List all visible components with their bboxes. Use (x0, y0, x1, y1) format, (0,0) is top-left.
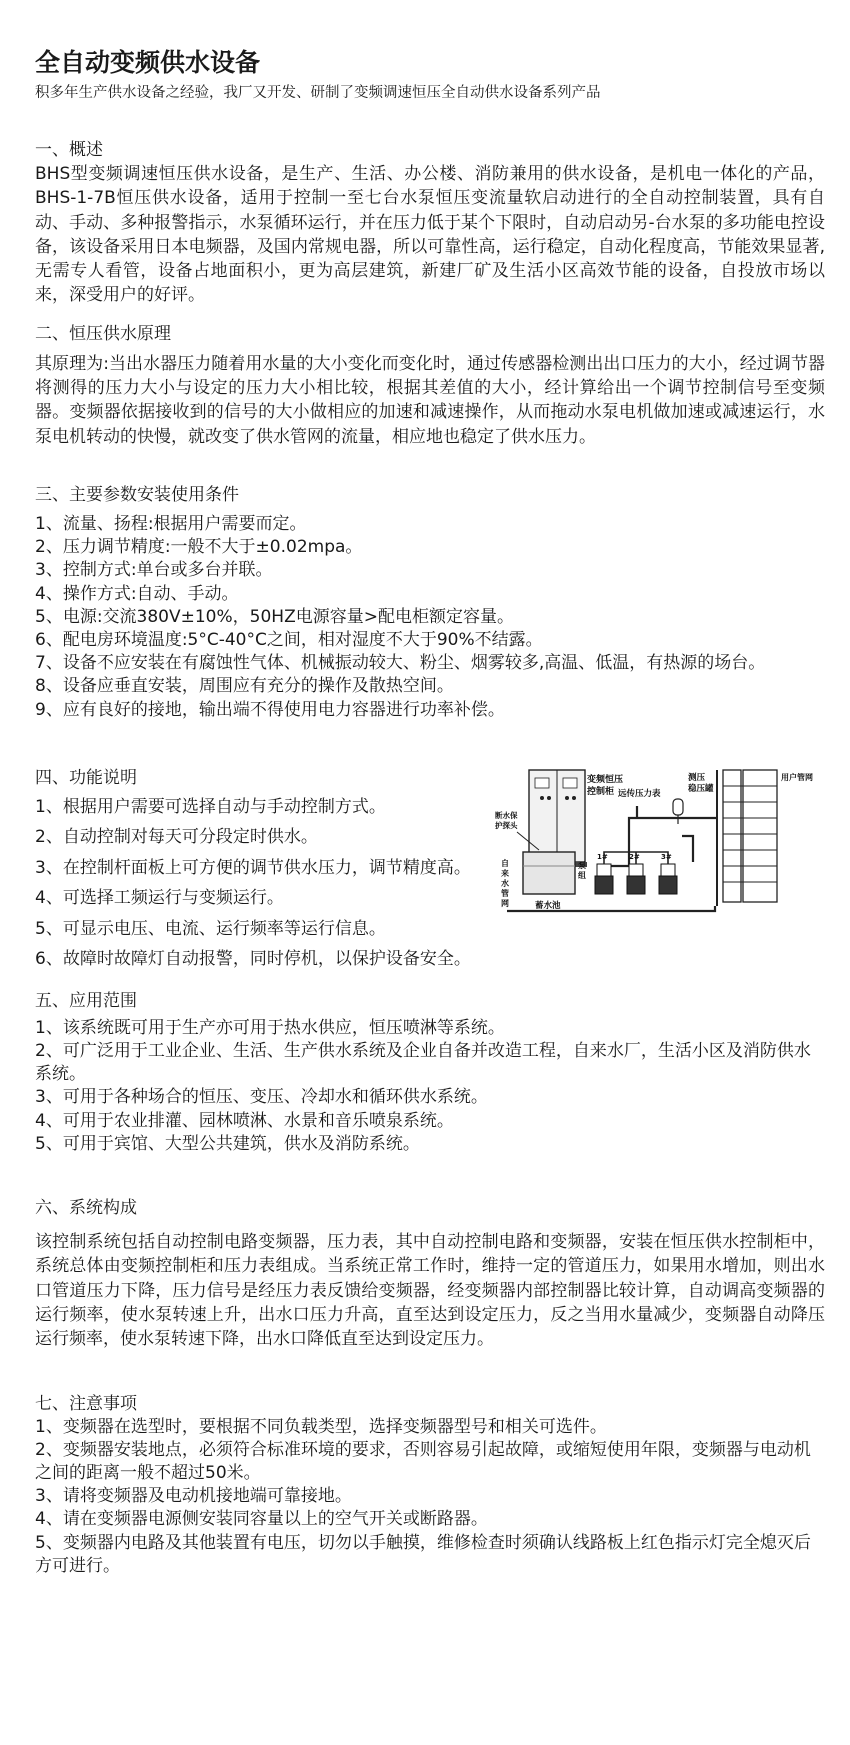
section-paragraph: 其原理为:当出水器压力随着用水量的大小变化而变化时，通过传感器检测出出口压力的大小，经过调节器将测得的压力大小与设定的压力大小相比较，根据其差值的大小，经计算给出一个调节控制信号至变频器。变频器依据接收到的信号的大小做相应的加速和减速操作，从而拖动水泵电机做加速或减速运行，水泵电机转动的快慢，就改变了供水管网的流量，相应地也稳定了供水压力。 (35, 353, 825, 447)
section-heading: 七、注意事项 (35, 1393, 137, 1414)
list-item: 9、应有良好的接地，输出端不得使用电力容器进行功率补偿。 (35, 699, 505, 720)
list-item: 2、自动控制对每天可分段定时供水。 (35, 827, 318, 848)
section-composition (35, 1196, 825, 1351)
section-heading: 二、恒压供水原理 (35, 323, 171, 344)
list-item: 2、压力调节精度:一般不大于±0.02mpa。 (35, 537, 363, 558)
list-item: 3、控制方式:单台或多台并联。 (35, 560, 273, 581)
section-heading: 五、应用范围 (35, 990, 137, 1011)
section-paragraph: BHS型变频调速恒压供水设备，是生产、生活、办公楼、消防兼用的供水设备，是机电一体化的产品，BHS-1-7B恒压供水设备，适用于控制一至七台水泵恒压变流量软启动进行的全自动控制装置，具有自动、手动、多种报警指示，水泵循环运行，并在压力低于某个下限时，自动启动另-台水泵的多功能电控设备，该设备采用日本电频器，及国内常规电器，所以可靠性高，运行稳定，自动化程度高，节能效果显著,无需专人看管，设备占地面积小，更为高层建筑，新建厂矿及生活小区高效节能的设备，自投放市场以来，深受用户的好评。 (35, 164, 825, 306)
list-item: 5、电源:交流380V±10%，50HZ电源容量>配电柜额定容量。 (35, 606, 514, 627)
inlet-label-4: 管 (501, 888, 509, 898)
list-item: 7、设备不应安装在有腐蚀性气体、机械振动较大、粉尘、烟雾较多,高温、低温，有热源的场台。 (35, 653, 766, 674)
list-item: 3、请将变频器及电动机接地端可靠接地。 (35, 1486, 352, 1507)
list-item: 2、变频器安装地点，必须符合标准环境的要求，否则容易引起故障，或缩短使用年限，变频器与电动机之间的距离一般不超过50米。 (35, 1439, 811, 1483)
pump-label-2: 组 (578, 870, 586, 880)
list-item: 4、操作方式:自动、手动。 (35, 583, 239, 604)
list-item: 4、可选择工频运行与变频运行。 (35, 888, 284, 909)
section-heading: 六、系统构成 (35, 1198, 137, 1219)
list-item: 5、变频器内电路及其他装置有电压，切勿以手触摸，维修检查时须确认线路板上红色指示灯完全熄灭后方可进行。 (35, 1532, 811, 1576)
pump-label-1: 泵 (578, 860, 586, 870)
pressure-tank (673, 799, 683, 824)
tank-label-1: 测压 (688, 772, 706, 783)
pump-id-3: 3# (661, 852, 672, 861)
tank-label-2: 稳压罐 (688, 783, 714, 794)
list-item: 2、可广泛用于工业企业、生活、生产供水系统及企业自备并改造工程，自来水厂，生活小区及消防供水系统。 (35, 1041, 811, 1085)
storage-pool (523, 852, 575, 894)
section-overview (35, 138, 825, 308)
inlet-label-1: 自 (501, 858, 509, 868)
probe-label-1: 断水保 (495, 810, 518, 820)
list-item: 5、可用于宾馆、大型公共建筑，供水及消防系统。 (35, 1133, 420, 1154)
section-heading: 三、主要参数安装使用条件 (35, 484, 239, 505)
cabinet-label-2: 控制柜 (587, 786, 615, 797)
list-item: 6、故障时故障灯自动报警，同时停机，以保护设备安全。 (35, 949, 471, 970)
list-item: 5、可显示电压、电流、运行频率等运行信息。 (35, 918, 386, 939)
list-item: 4、可用于农业排灌、园林喷淋、水景和音乐喷泉系统。 (35, 1110, 454, 1131)
pump-id-2: 2# (629, 852, 640, 861)
cabinet-label-1: 变频恒压 (587, 774, 624, 785)
pool-label: 蓄水池 (535, 900, 561, 911)
network-label: 用户管网 (781, 772, 813, 782)
user-building (717, 770, 777, 906)
inlet-label-2: 来 (501, 868, 509, 878)
list-item: 1、该系统既可用于生产亦可用于热水供应，恒压喷淋等系统。 (35, 1017, 505, 1038)
list-item: 4、请在变频器电源侧安装同容量以上的空气开关或断路器。 (35, 1509, 488, 1530)
list-item: 1、根据用户需要可选择自动与手动控制方式。 (35, 796, 386, 817)
section-functions (35, 766, 825, 975)
system-diagram (487, 766, 817, 931)
section-parameters (35, 483, 825, 722)
list-item: 3、可用于各种场合的恒压、变压、冷却水和循环供水系统。 (35, 1087, 488, 1108)
inlet-label-3: 水 (501, 878, 509, 888)
section-paragraph: 该控制系统包括自动控制电路变频器，压力表，其中自动控制电路和变频器，安装在恒压供水控制柜中，系统总体由变频控制柜和压力表组成。当系统正常工作时，维持一定的管道压力，如果用水增加，则出水口管道压力下降，压力信号是经压力表反馈给变频器，经变频器内部控制器比较计算，自动调高变频器的运行频率，使水泵转速上升，出水口压力升高，直至达到设定压力，反之当用水量减少，变频器自动降压运行频率，使水泵转速下降，出水口降低直至达到设定压力。 (35, 1232, 825, 1350)
list-item: 1、变频器在选型时，要根据不同负载类型，选择变频器型号和相关可选件。 (35, 1416, 607, 1437)
list-item: 8、设备应垂直安装，周围应有充分的操作及散热空间。 (35, 676, 454, 697)
inlet-label-5: 网 (501, 898, 509, 908)
probe-label-2: 护探头 (495, 820, 518, 830)
list-item: 1、流量、扬程:根据用户需要而定。 (35, 513, 307, 534)
page-subtitle: 积多年生产供水设备之经验，我厂又开发、研制了变频调速恒压全自动供水设备系列产品 (35, 85, 601, 101)
sensor-label: 远传压力表 (618, 788, 661, 799)
section-heading: 四、功能说明 (35, 767, 137, 788)
list-item: 3、在控制杆面板上可方便的调节供水压力，调节精度高。 (35, 857, 471, 878)
document-page (35, 46, 825, 1578)
section-heading: 一、概述 (35, 140, 103, 160)
page-title: 全自动变频供水设备 (35, 48, 261, 77)
section-principle (35, 322, 825, 449)
section-applications (35, 989, 825, 1156)
section-notes (35, 1392, 825, 1578)
pump-id-1: 1# (597, 852, 608, 861)
list-item: 6、配电房环境温度:5°C-40°C之间，相对湿度不大于90%不结露。 (35, 629, 543, 650)
